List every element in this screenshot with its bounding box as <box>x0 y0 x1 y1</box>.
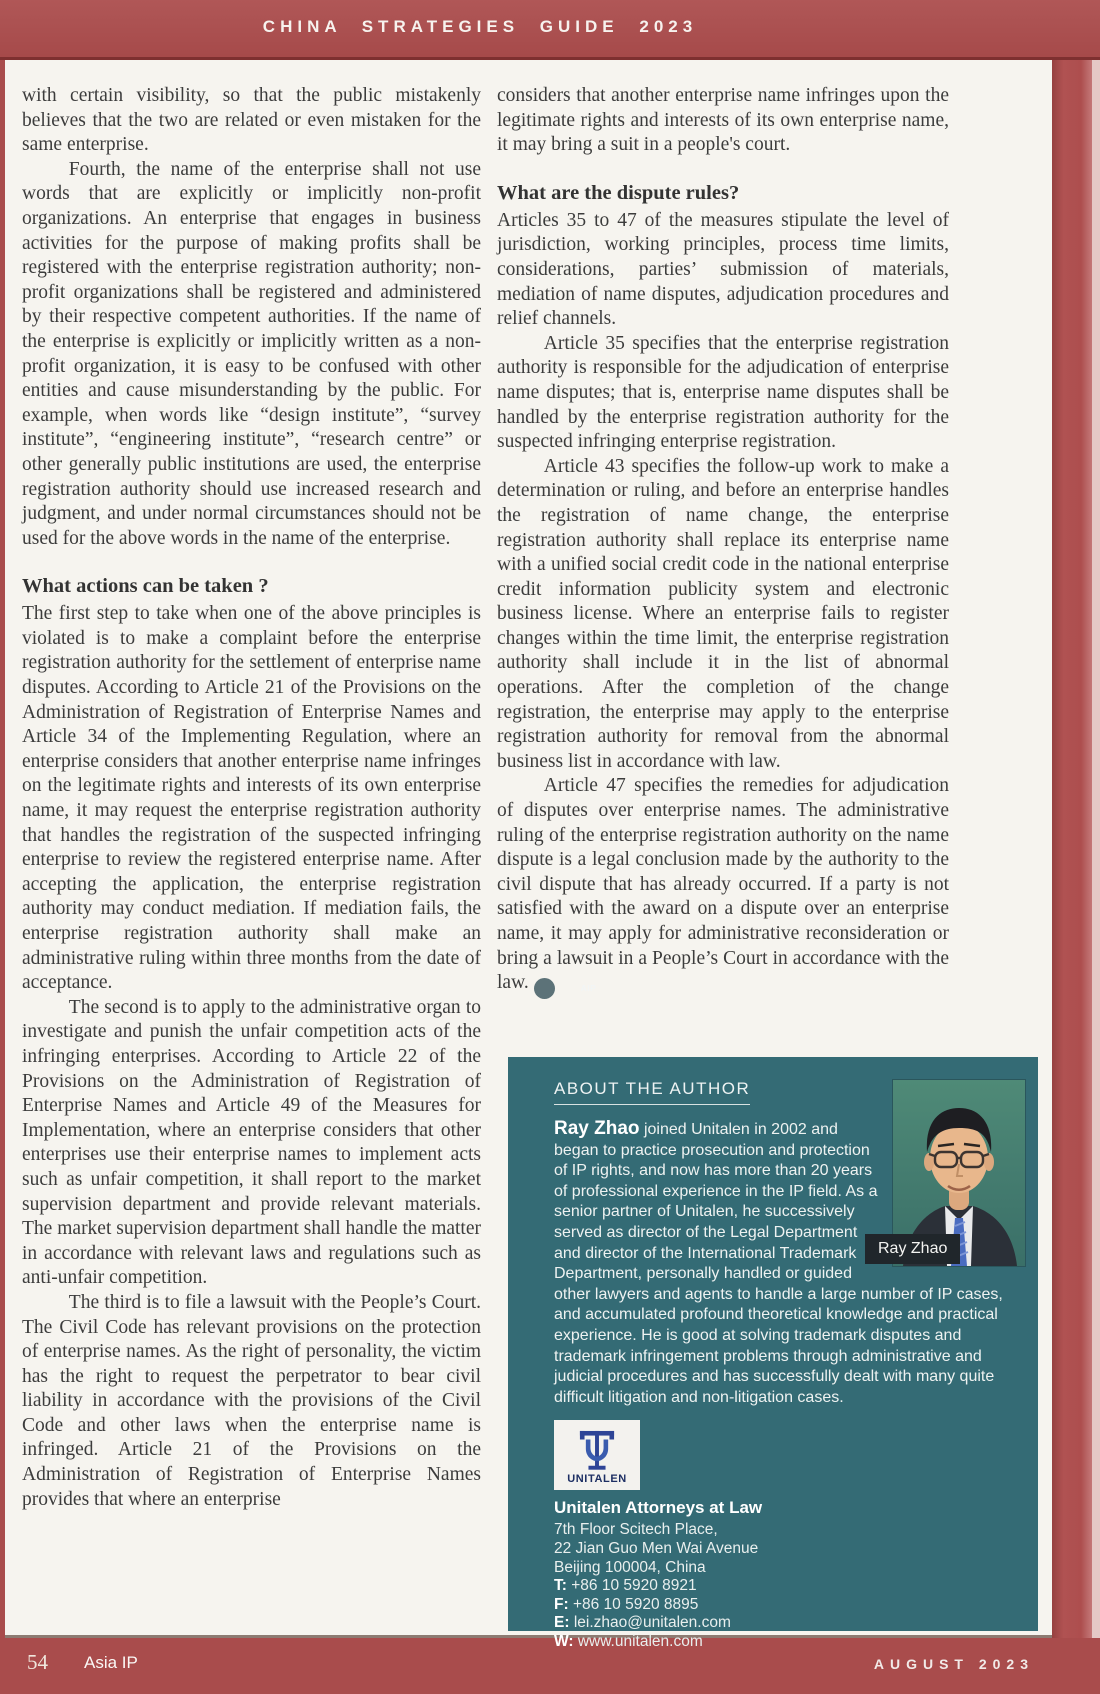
about-the-author-label: ABOUT THE AUTHOR <box>554 1079 750 1105</box>
phone-label: T: <box>554 1577 567 1595</box>
address-line-1: 7th Floor Scitech Place, <box>554 1521 718 1539</box>
author-name: Ray Zhao <box>554 1118 640 1139</box>
paragraph: Article 43 specifies the follow-up work to make a determination or ruling, and before an enterprise handles the registration of name change, the enterprise registration authority shall replace its enterprise name with a unified social credit code in the national enterprise credit information publicity system and electronic business license. Where an enterprise fails to register changes within the time limit, the enterprise registration authority shall include it in the list of abnormal operations. After the completion of the change registration, the enterprise may apply to the enterprise registration authority for removal from the abnormal business list in accordance with law. <box>497 455 949 772</box>
paragraph: Fourth, the name of the enterprise shall not use words that are explicitly or implicitly non-profit organizations. An enterprise that engages in business activities for the purpose of making profits shall be registered with the enterprise registration authority; non-profit organizations shall be registered and administered by their respective competent authorities. If the name of the enterprise is explicitly or implicitly written as a non-profit organization, it is easy to be confused with other entities and cause misunderstanding by the public. For example, when words like “design institute”, “survey institute”, “engineering institute”, “research centre” or other generally public institutions are used, the enterprise registration authority should use increased research and judgment, and under normal circumstances should not be used for the above words in the name of the enterprise. <box>22 158 481 549</box>
paragraph: considers that another enterprise name infringes upon the legitimate rights and interests of its own enterprise name, it may bring a suit in a people's court. <box>497 85 949 156</box>
paragraph: The first step to take when one of the above principles is violated is to make a complaint before the enterprise registration authority for the settlement of enterprise name disputes. According to Article 21 of the Provisions on the Administration of Registration of Enterprise Names and Article 34 of the Implementing Regulation, where an enterprise considers that another enterprise name infringes on the legitimate rights and interests of its own enterprise name, it may request the enterprise registration authority that handles the registration of the suspected infringing enterprise to review the registered enterprise name. After accepting the application, the enterprise registration authority may conduct mediation. If mediation fails, the enterprise registration authority shall make an administrative ruling within three months from the date of acceptance. <box>22 603 481 994</box>
fax-label: F: <box>554 1595 569 1613</box>
article-right-column <box>497 84 949 999</box>
fax-line <box>554 1596 1020 1615</box>
section-heading-actions: What actions can be taken ? <box>22 575 269 598</box>
top-banner <box>0 0 1100 60</box>
author-bio-text: joined Unitalen in 2002 and began to practice prosecution and protection of IP rights, and now has more than 20 years of professional experience in the IP field. As a senior partner of Unitalen, he successively served as director of the Legal Department and director of the International Trademark Department, personally handled or guided other lawyers and agents to handle a large number of IP cases, and accumulated profound theoretical knowledge and practical experience. He is good at solving trademark disputes and trademark infringement problems through administrative and judicial procedures and has successfully dealt with many quite difficult litigation and non-litigation cases. <box>554 1121 1003 1406</box>
unitalen-logo <box>554 1420 640 1490</box>
author-photo <box>878 1079 1026 1267</box>
about-the-author-box <box>508 1057 1038 1650</box>
section-heading-dispute-rules: What are the dispute rules? <box>497 181 740 204</box>
web-label: W: <box>554 1632 574 1650</box>
paragraph: The second is to apply to the administrative organ to investigate and punish the unfair competition acts of the infringing enterprises. According to Article 22 of the Provisions on the Administration of Registration of Enterprise Names and Article 49 of the Measures for Implementation, where an enterprise considers that other enterprises use their enterprise names to implement acts such as unfair competition, it shall report to the market supervision department and provide relevant materials. The market supervision department shall handle the matter in accordance with relevant laws and regulations such as anti-unfair competition. <box>22 996 481 1289</box>
paragraph: with certain visibility, so that the public mistakenly believes that the two are related or even mistaken for the same enterprise. <box>22 85 481 156</box>
phone-line <box>554 1577 1020 1596</box>
paragraph: Article 35 specifies that the enterprise registration authority is responsible for the adjudication of enterprise name disputes; that is, enterprise name disputes shall be handled by the enterprise registration authority for the suspected infringing enterprise registration. <box>497 332 949 453</box>
magazine-name: Asia IP <box>84 1653 138 1672</box>
photo-caption: Ray Zhao <box>865 1234 960 1264</box>
footer-band <box>0 1638 1100 1694</box>
guide-title: CHINA STRATEGIES GUIDE 2023 <box>262 17 698 36</box>
paragraph-text: Article 47 specifies the remedies for adjudication of disputes over enterprise names. The administrative ruling of the enterprise registration authority on the name dispute is a legal conclusion made by the authority to the civil dispute that has already occurred. If a party is not satisfied with the award on a dispute over an enterprise name, it may apply for administrative reconsideration or bring a lawsuit in a People’s Court in accordance with the law. <box>497 775 949 994</box>
paragraph: Articles 35 to 47 of the measures stipulate the level of jurisdiction, working principles, process time limits, considerations, parties’ submission of materials, mediation of name disputes, adjudication procedures and relief channels. <box>497 209 949 330</box>
paragraph: The third is to file a lawsuit with the People’s Court. The Civil Code has relevant provisions on the protection of enterprise names. As the right of personality, the victim has the right to request the perpetrator to bear civil liability in accordance with the provisions of the Civil Code and other laws when the enterprise name is infringed. Article 21 of the Provisions on the Administration of Registration of Enterprise Names provides that where an enterprise <box>22 1291 481 1510</box>
unitalen-logo-glyph <box>577 1429 617 1471</box>
aip-end-of-article-icon: AIP <box>534 978 555 999</box>
firm-name: Unitalen Attorneys at Law <box>554 1498 763 1518</box>
article-left-column <box>22 84 481 1512</box>
email-label: E: <box>554 1614 570 1632</box>
email-address: lei.zhao@unitalen.com <box>573 1614 731 1632</box>
right-margin-band <box>1048 60 1092 1638</box>
address-line-2: 22 Jian Guo Men Wai Avenue <box>554 1539 759 1557</box>
address-line-3: Beijing 100004, China <box>554 1558 706 1576</box>
email-line <box>554 1614 1020 1633</box>
issue-date: AUGUST 2023 <box>873 1656 1034 1672</box>
page-number: 54 <box>27 1650 48 1674</box>
fax-number: +86 10 5920 8895 <box>572 1595 699 1613</box>
page-edge-strip <box>1092 60 1100 1638</box>
website-url: www.unitalen.com <box>577 1632 703 1650</box>
unitalen-logo-wordmark: UNITALEN <box>567 1473 627 1486</box>
page-body <box>5 60 1052 1650</box>
phone-number: +86 10 5920 8921 <box>571 1577 697 1595</box>
paragraph <box>497 774 949 999</box>
